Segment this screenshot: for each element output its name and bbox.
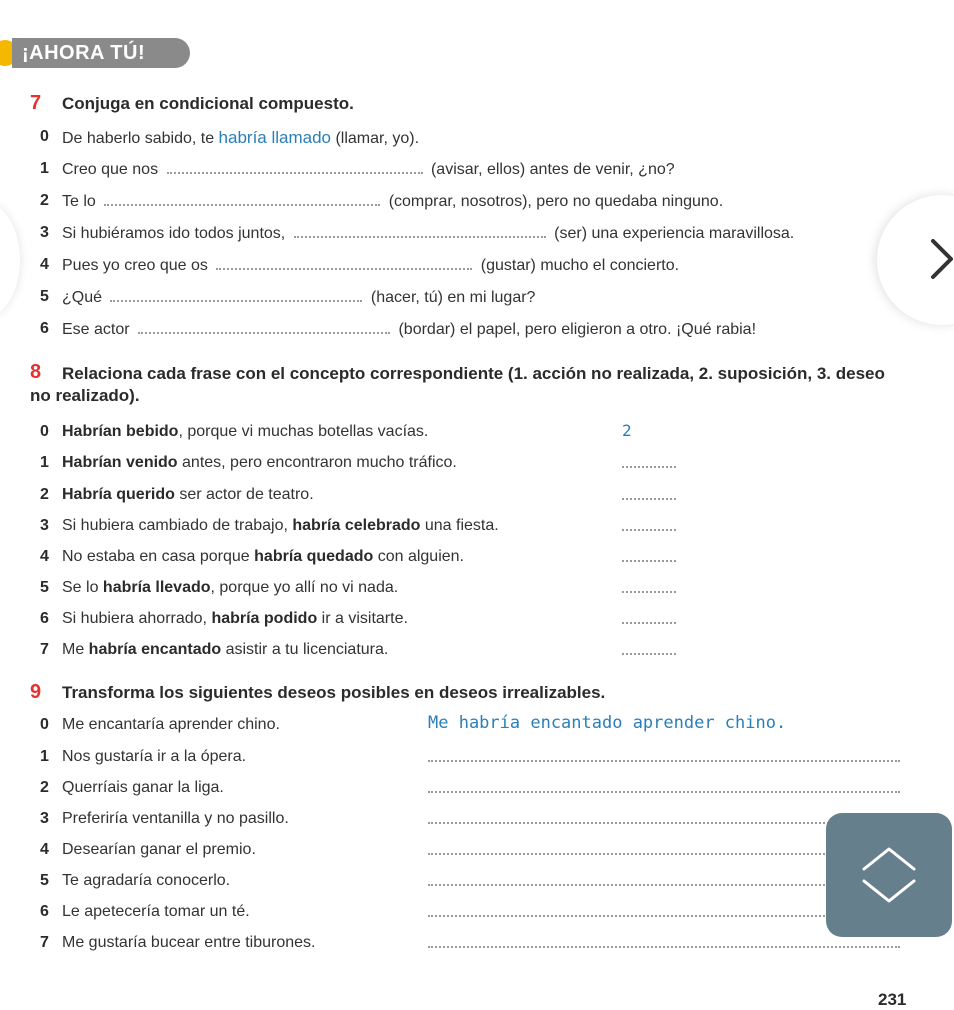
- ex8-item-2: [40, 486, 314, 504]
- next-page-button[interactable]: [877, 195, 954, 325]
- page-number: 231: [878, 990, 907, 1009]
- item-text: Se lo: [62, 579, 103, 596]
- item-text: Querríais ganar la liga.: [62, 779, 224, 796]
- ex8-item-5: [40, 579, 399, 597]
- item-text: Ese actor: [62, 321, 135, 338]
- item-text: Desearían ganar el premio.: [62, 841, 256, 858]
- exercise-title: Relaciona cada frase con el concepto correspondiente (1. acción no realizada, 2. suposición, 3. deseo: [62, 364, 885, 383]
- answer-blank[interactable]: [104, 192, 380, 206]
- item-number: 3: [40, 810, 49, 827]
- item-text: Le apetecería tomar un té.: [62, 903, 250, 920]
- item-text: (avisar, ellos) antes de venir, ¿no?: [426, 161, 675, 178]
- item-text: ir a visitarte.: [317, 610, 408, 627]
- answer-blank[interactable]: [216, 256, 472, 270]
- item-text: Si hubiera cambiado de trabajo,: [62, 517, 293, 534]
- section-banner: [12, 38, 190, 68]
- item-text: , porque vi muchas botellas vacías.: [178, 423, 429, 440]
- item-number: 4: [40, 841, 49, 858]
- item-number: 0: [40, 128, 49, 145]
- answer-blank[interactable]: [428, 777, 900, 793]
- ex7-item-5: [40, 288, 536, 307]
- chevron-right-icon: [927, 237, 954, 281]
- ex8-item-0: [40, 423, 429, 441]
- item-text: (hacer, tú) en mi lugar?: [366, 289, 536, 306]
- answer-blank[interactable]: [622, 639, 676, 655]
- item-number: 3: [40, 517, 49, 534]
- previous-page-button[interactable]: [0, 200, 20, 320]
- answer-blank[interactable]: [622, 546, 676, 562]
- item-text: No estaba en casa porque: [62, 548, 255, 565]
- banner-title: ¡AHORA TÚ!: [22, 42, 146, 64]
- exercise-8-heading: [30, 361, 885, 386]
- item-number: 6: [40, 903, 49, 920]
- ex8-item-1: [40, 454, 457, 472]
- exercise-number: 8: [30, 361, 42, 383]
- ex9-item-5: [40, 872, 231, 890]
- item-text: Me gustaría bucear entre tiburones.: [62, 934, 316, 951]
- item-number: 1: [40, 160, 49, 177]
- exercise-number: 9: [30, 681, 42, 703]
- ex7-item-1: [40, 160, 675, 179]
- ex7-item-2: [40, 192, 724, 211]
- item-text: , porque yo allí no vi nada.: [210, 579, 399, 596]
- ex8-item-4: [40, 548, 464, 566]
- ex8-item-7: [40, 641, 389, 659]
- answer-blank[interactable]: [622, 608, 676, 624]
- answer-blank[interactable]: [167, 160, 423, 174]
- item-number: 7: [40, 641, 49, 658]
- answer-blank[interactable]: [622, 515, 676, 531]
- item-text: (llamar, yo).: [331, 130, 420, 147]
- item-text: (bordar) el papel, pero eligieron a otro. ¡Qué rabia!: [394, 321, 757, 338]
- exercise-7-heading: [30, 92, 354, 114]
- item-text: Pues yo creo que os: [62, 257, 213, 274]
- item-bold: habría encantado: [88, 641, 222, 658]
- item-text: Te agradaría conocerlo.: [62, 872, 231, 889]
- ex9-item-7: [40, 934, 316, 952]
- item-text: una fiesta.: [420, 517, 499, 534]
- exercise-9-heading: [30, 681, 606, 703]
- item-number: 3: [40, 224, 49, 241]
- item-text: asistir a tu licenciatura.: [221, 641, 389, 658]
- exercise-title: no realizado).: [30, 386, 140, 405]
- item-text: (ser) una experiencia maravillosa.: [549, 225, 795, 242]
- ex9-item-3: [40, 810, 289, 828]
- answer-blank[interactable]: [622, 577, 676, 593]
- ex9-item-4: [40, 841, 256, 859]
- item-text: (gustar) mucho el concierto.: [476, 257, 680, 274]
- item-text: ¿Qué: [62, 289, 107, 306]
- ex9-item-1: [40, 748, 247, 766]
- answer-blank[interactable]: [138, 320, 390, 334]
- item-bold: Habrían venido: [62, 454, 178, 471]
- ex9-item-0: [40, 716, 280, 734]
- example-answer: 2: [622, 421, 632, 440]
- item-bold: Habrían bebido: [62, 423, 179, 440]
- exercise-title: Transforma los siguientes deseos posibles en deseos irrealizables.: [62, 683, 606, 702]
- item-text: ser actor de teatro.: [174, 486, 314, 503]
- item-text: antes, pero encontraron mucho tráfico.: [177, 454, 457, 471]
- ex8-item-3: [40, 517, 499, 535]
- item-number: 0: [40, 423, 49, 440]
- item-text: Me encantaría aprender chino.: [62, 716, 280, 733]
- answer-blank[interactable]: [428, 746, 900, 762]
- item-number: 0: [40, 716, 49, 733]
- item-bold: habría quedado: [254, 548, 374, 565]
- item-text: Preferiría ventanilla y no pasillo.: [62, 810, 289, 827]
- example-answer: Me habría encantado aprender chino.: [428, 713, 787, 733]
- item-text: Nos gustaría ir a la ópera.: [62, 748, 247, 765]
- item-number: 5: [40, 872, 49, 889]
- item-number: 5: [40, 579, 49, 596]
- item-number: 5: [40, 288, 49, 305]
- ex8-item-6: [40, 610, 408, 628]
- item-bold: habría celebrado: [292, 517, 421, 534]
- answer-blank[interactable]: [294, 224, 546, 238]
- item-number: 4: [40, 548, 49, 565]
- item-number: 6: [40, 610, 49, 627]
- answer-blank[interactable]: [622, 484, 676, 500]
- item-bold: Habría querido: [62, 486, 175, 503]
- item-text: Me: [62, 641, 89, 658]
- ex7-item-4: [40, 256, 680, 275]
- exercise-title: Conjuga en condicional compuesto.: [62, 94, 354, 113]
- item-text: Creo que nos: [62, 161, 163, 178]
- item-text: con alguien.: [373, 548, 464, 565]
- item-text: De haberlo sabido, te: [62, 130, 219, 147]
- ex7-item-6: [40, 320, 757, 339]
- item-number: 7: [40, 934, 49, 951]
- item-number: 6: [40, 320, 49, 337]
- answer-blank[interactable]: [622, 452, 676, 468]
- item-text: Si hubiéramos ido todos juntos,: [62, 225, 290, 242]
- item-number: 4: [40, 256, 49, 273]
- ex7-item-3: [40, 224, 795, 243]
- ex9-item-2: [40, 779, 224, 797]
- item-bold: habría llevado: [102, 579, 211, 596]
- item-text: Si hubiera ahorrado,: [62, 610, 212, 627]
- ex7-item-0: [40, 128, 420, 148]
- example-answer: habría llamado: [218, 128, 332, 147]
- answer-blank[interactable]: [110, 288, 362, 302]
- item-number: 1: [40, 748, 49, 765]
- item-number: 2: [40, 779, 49, 796]
- scroll-control[interactable]: [826, 813, 952, 937]
- item-number: 1: [40, 454, 49, 471]
- item-bold: habría podido: [211, 610, 318, 627]
- item-text: (comprar, nosotros), pero no quedaba ninguno.: [384, 193, 724, 210]
- item-number: 2: [40, 192, 49, 209]
- ex9-item-6: [40, 903, 250, 921]
- item-number: 2: [40, 486, 49, 503]
- item-text: Te lo: [62, 193, 101, 210]
- exercise-8-heading-cont: [30, 386, 140, 406]
- exercise-number: 7: [30, 92, 42, 114]
- chevron-up-icon: [864, 849, 914, 869]
- chevron-down-icon: [864, 881, 914, 901]
